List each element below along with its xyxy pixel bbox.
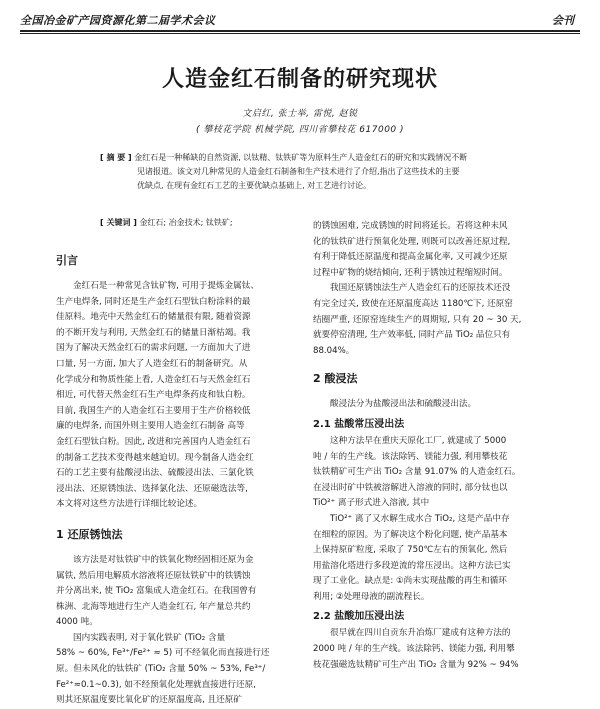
text-line: 本文将对这些方法进行详细比较论述。 — [56, 499, 203, 510]
paragraph — [56, 553, 311, 631]
keywords-label: [ 关键词 ] — [100, 218, 137, 227]
text-line: 浸出法、还原锈蚀法、选择氯化法、还原磁选法等, — [56, 483, 248, 494]
header-rule — [20, 30, 580, 32]
text-line: 金红石型钛白粉。因此, 改进和完善国内人造金红石 — [56, 436, 251, 447]
text-line: 化的钛铁矿进行预氧化处理, 则既可以改善还原过程, — [313, 236, 511, 247]
text-line: 有完全过关, 致使在还原温度高达 1180℃下, 还原窑 — [313, 298, 513, 309]
paper-title: 人造金红石制备的研究现状 — [161, 66, 438, 92]
abstract-line — [100, 151, 505, 165]
text-line: 4000 吨。 — [56, 617, 98, 628]
text-line: 过程中矿物的烧结倾向, 还利于锈蚀过程缩短时间。 — [313, 267, 508, 278]
text-line: 58% ~ 60%, Fe³⁺/Fe²⁺ ≈ 5) 可不经氧化而直接进行还 — [56, 648, 270, 659]
text-line: 相近, 可代替天然金红石生产电焊条药皮和钛白粉。 — [56, 390, 251, 401]
text-line: 株洲、北海等地进行生产人造金红石, 年产量总共约 — [56, 601, 251, 612]
text-line: 在细粒的原因。为了解决这个粉化问题, 使产品基本 — [313, 529, 508, 540]
paragraph — [313, 626, 571, 673]
text-line: 该方法是对钛铁矿中的铁氧化物经固相还原为金 — [73, 554, 254, 565]
text-line: 很早就在四川自贡东升冶炼厂建成有这种方法的 — [330, 628, 511, 639]
text-line: 结圈严重, 还原窑连续生产的周期短, 只有 20 ~ 30 天, — [313, 314, 522, 325]
text-line: 枝花强磁选钛精矿可生产出 TiO₂ 含量为 92% ~ 94% — [313, 659, 519, 670]
section-1-heading: 1 还原锈蚀法 — [56, 527, 123, 541]
text-line: 属铁, 然后用电解质水溶液将还原钛铁矿中的铁锈蚀 — [56, 570, 251, 581]
text-line: 利用; ②处理母液的副流程长。 — [313, 591, 430, 602]
text-line: 88.04%。 — [313, 345, 355, 356]
abstract — [100, 151, 505, 193]
paragraph — [56, 631, 311, 709]
left-column — [56, 245, 311, 709]
text-line: 的制备工艺技术变得越来越迫切。现今制备人造金红 — [56, 452, 254, 463]
text-line: 酸浸法分为盐酸浸出法和硫酸浸出法。 — [330, 399, 477, 410]
text-line: Fe²⁺≈0.1~0.3), 如不经预氧化处理就直接进行还原, — [56, 679, 256, 690]
paragraph — [56, 279, 311, 513]
text-line: 在浸出时矿中铁被溶解进入溶液的同时, 部分钛也以 — [313, 482, 508, 493]
text-line: TiO²⁺ 离子形式进入溶液, 其中 — [313, 498, 430, 509]
intro-heading: 引言 — [56, 254, 78, 267]
text-line: 国为了解决天然金红石的需求问题, 一方面加大了进 — [56, 343, 251, 354]
paragraph — [313, 512, 571, 606]
text-line: TiO²⁺ 离了又水解生成水合 TiO₂, 这是产品中存 — [330, 513, 510, 524]
text-line: 廉的电焊条, 而国外则主要用人造金红石制备 高等 — [56, 421, 245, 432]
text-line: 金红石是一种常见含钛矿物, 可用于提炼金属钛、 — [73, 281, 259, 291]
affiliation: ( 攀枝花学院 机械学院, 四川省攀枝花 617000 ) — [195, 125, 405, 135]
journal-label: 会刊 — [552, 14, 574, 27]
keywords-text: 金红石; 冶金技术; 钛铁矿; — [139, 218, 233, 227]
paragraph — [313, 219, 571, 281]
text-line: 石的工艺主要有盐酸浸出法、硫酸浸出法、三氯化铁 — [56, 468, 254, 479]
subsection-2-2-heading: 2.2 盐酸加压浸出法 — [313, 611, 405, 623]
text-line: 则其还原温度要比氧化矿的还原温度高, 且还原矿 — [56, 695, 242, 706]
conference-name: 全国冶金矿产园资源化第二届学术会议 — [20, 14, 216, 27]
text-line: 现了工业化。缺点是: ①尚未实现盐酸的再生和循环 — [313, 576, 507, 587]
text-line: 的锈蚀困难, 完成锈蚀的时间将延长。若将这种未风 — [313, 221, 508, 231]
text-line: 并分离出来, 使 TiO₂ 富集成人造金红石。在我国曾有 — [56, 586, 257, 597]
text-line: 化学成分和物质性能上看, 人造金红石与天然金红石 — [56, 374, 251, 385]
paragraph — [313, 397, 571, 413]
paragraph — [313, 434, 571, 512]
text-line: 这种方法早在重庆天原化工厂, 就建成了 5000 — [330, 435, 507, 446]
text-line: 生产电焊条, 同时还是生产金红石型钛白粉涂料的最 — [56, 296, 251, 307]
text-line: 佳原料。地壳中天然金红石的储量很有限, 随着资源 — [56, 312, 251, 323]
text-line: 的不断开发与利用, 天然金红石的储量日渐枯竭。我 — [56, 327, 251, 338]
text-line: 目前, 我国生产的人造金红石主要用于生产价格较低 — [56, 405, 251, 416]
authors: 文启红, 张士举, 雷悦, 赵锐 — [242, 109, 358, 119]
text-line: 口量, 另一方面, 加大了人造金红石的制备研究。从 — [56, 358, 248, 369]
text-line: 用盐溶化塔进行多段逆流的常压浸出。这种方法已实 — [313, 560, 511, 571]
abstract-label: [ 摘 要 ] — [100, 153, 132, 162]
text-line: 原。但未风化的钛铁矿 (TiO₂ 含量 50% ~ 53%, Fe³⁺/ — [56, 664, 266, 675]
running-header — [20, 6, 580, 30]
text-line: 吨 / 年的生产线。该法除钙、镁能力强, 利用攀枝花 — [313, 451, 508, 462]
subsection-2-1-heading: 2.1 盐酸常压浸出法 — [313, 418, 405, 430]
text-line: 就要停窑清理, 生产效率低, 同时产品 TiO₂ 品位只有 — [313, 330, 511, 341]
abstract-line: 见诸报道。该文对几种常见的人造金红石制备和生产技术进行了介绍,指出了这些技术的主要 — [137, 167, 460, 176]
section-2-heading: 2 酸浸法 — [313, 372, 358, 386]
text-line: 我国还原锈蚀法生产人造金红石的还原技术还没 — [330, 283, 511, 294]
header-rule-thin — [20, 33, 580, 34]
abstract-line: 优缺点, 在现有金红石工艺的主要优缺点基础上, 对工艺进行讨论。 — [137, 181, 372, 190]
abstract-text: 金红石是一种稀缺的自然资源, 以钛精、钛铁矿等为原料生产人造金红石的研究和实践情况不断 — [134, 153, 468, 162]
paragraph — [313, 281, 571, 359]
text-line: 有利于降低还原温度和提高金属化率, 又可减少还原 — [313, 252, 508, 263]
text-line: 上保持原矿粒度, 采取了 750℃左右的预氧化, 然后 — [313, 545, 508, 556]
text-line: 2000 吨 / 年的生产线。该法除钙、镁能力强, 利用攀 — [313, 644, 515, 655]
right-column — [313, 219, 571, 673]
text-line: 钛铁精矿可生产出 TiO₂ 含量 91.07% 的人造金红石。 — [313, 467, 521, 478]
text-line: 国内实践表明, 对于氧化铁矿 (TiO₂ 含量 — [73, 632, 226, 643]
